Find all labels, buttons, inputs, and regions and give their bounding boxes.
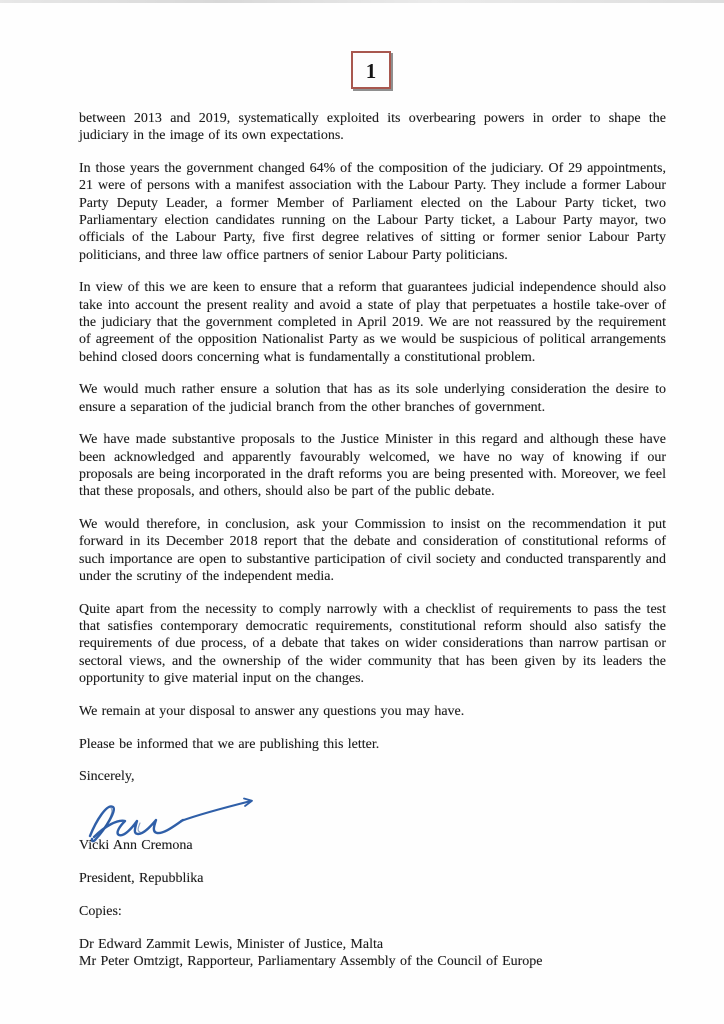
letter-body bbox=[79, 110, 666, 970]
closing-line: Sincerely, bbox=[79, 769, 135, 785]
copies-list bbox=[79, 936, 666, 971]
copies-label: Copies: bbox=[79, 903, 122, 919]
paragraph-reform-concerns: In view of this we are keen to ensure that a reform that guarantees judicial independence should also take into account the present reality and avoid a state of play that perpetuates a hostile take-over of the judiciary that the government completed in April 2019. We are not reassured by the requirement of agreement of the opposition Nationalist Party as we would be suspicious of political arrangements behind closed doors concerning what is fundamentally a constitutional problem. bbox=[79, 280, 666, 365]
paragraph-continuation: between 2013 and 2019, systematically exploited its overbearing powers in order to shape the judiciary in the image of its own expectations. bbox=[79, 111, 666, 144]
signature-ink-icon bbox=[85, 795, 265, 843]
signer-name: Vicki Ann Cremona bbox=[79, 838, 193, 854]
page-number-box bbox=[351, 51, 391, 89]
copies-item-rapporteur: Mr Peter Omtzigt, Rapporteur, Parliamentary Assembly of the Council of Europe bbox=[79, 953, 543, 969]
paragraph-proposals: We have made substantive proposals to the Justice Minister in this regard and although these have been acknowledged and apparently favourably welcomed, we have no way of knowing if our proposals are being incorporated in the draft reforms you are being presented with. Moreover, we feel that these proposals, and others, should also be part of the public debate. bbox=[79, 432, 666, 500]
page-number: 1 bbox=[365, 58, 377, 83]
signer-title: President, Repubblika bbox=[79, 871, 204, 886]
handwritten-signature bbox=[85, 795, 666, 839]
paragraph-disposal: We remain at your disposal to answer any questions you may have. bbox=[79, 703, 465, 719]
paragraph-judiciary-composition: In those years the government changed 64% of the composition of the judiciary. Of 29 appointments, 21 were of persons with a manifest association with the Labour Party. They include a former Labour Party Deputy Leader, a former Member of Parliament elected on the Labour Party ticket, two Parliamentary election candidates running on the Labour Party ticket, a Labour Party mayor, two officials of the Labour Party, five first degree relatives of sitting or former senior Labour Party politicians, and three law office partners of senior Labour Party politicians. bbox=[79, 161, 666, 263]
paragraph-due-process: Quite apart from the necessity to comply narrowly with a checklist of requirements to pass the test that satisfies contemporary democratic requirements, constitutional reform should also satisfy the requirements of due process, of a debate that takes on wider considerations than narrow partisan or sectoral views, and the ownership of the wider community that has been given by its leaders the opportunity to give material input on the changes. bbox=[79, 601, 666, 687]
paragraph-separation-of-powers: We would much rather ensure a solution that has as its sole underlying consideration the desire to ensure a separation of the judicial branch from the other branches of government. bbox=[79, 382, 666, 415]
paragraph-publishing-notice: Please be informed that we are publishing this letter. bbox=[79, 736, 380, 752]
scan-artifact-top-edge bbox=[0, 0, 724, 3]
paragraph-commission-request: We would therefore, in conclusion, ask your Commission to insist on the recommendation it put forward in its December 2018 report that the debate and consideration of constitutional reforms of such importance are open to substantive participation of civil society and conducted transparently and under the scrutiny of the independent media. bbox=[79, 517, 666, 585]
signature-block bbox=[79, 768, 666, 970]
copies-item-justice-minister: Dr Edward Zammit Lewis, Minister of Justice, Malta bbox=[79, 936, 384, 952]
